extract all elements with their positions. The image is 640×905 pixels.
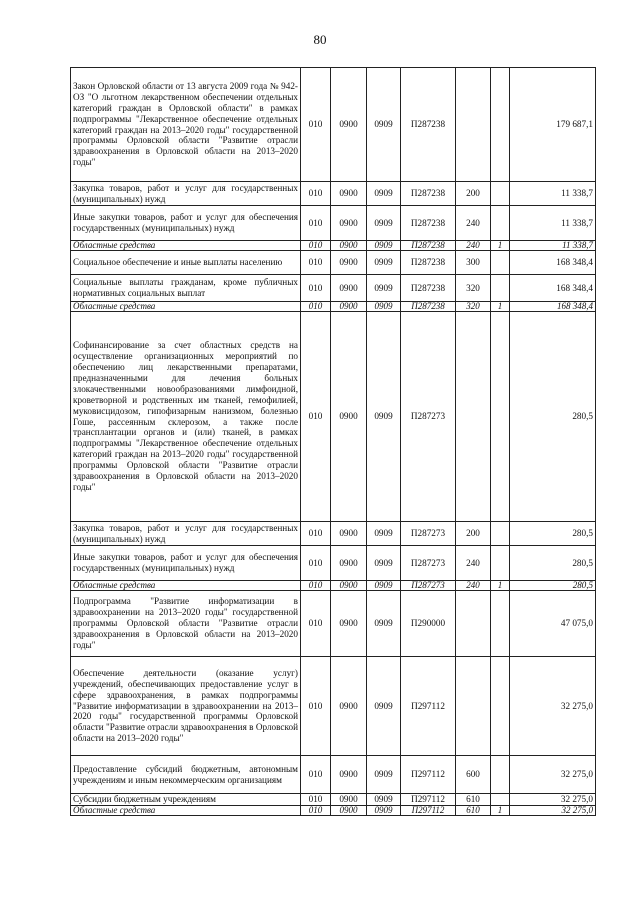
- cell-expense-type: [456, 591, 491, 657]
- row-description: Закон Орловской области от 13 августа 2009 года № 942-ОЗ "О льготном лекарственном обеспечении отдельных категорий граждан в Орловской области" в рамках подпрограммы "Лекарственное обеспечение отдельных категорий граждан на 2013–2020 годы" государственной программы Орловской области "Развитие отрасли здравоохранения в Орловской области на 2013–2020 годы": [71, 68, 301, 182]
- cell-target-code: П297112: [401, 756, 456, 794]
- table-row: [71, 182, 596, 206]
- cell-amount: 280,5: [510, 522, 596, 546]
- cell-funding-source: [491, 522, 510, 546]
- cell-admin-code: 010: [301, 657, 331, 756]
- row-description: Предоставление субсидий бюджетным, автономным учреждениям и иным некоммерческим организациям: [71, 756, 301, 794]
- cell-admin-code: 010: [301, 312, 331, 522]
- cell-funding-source: [491, 794, 510, 806]
- row-description: Областные средства: [71, 241, 301, 251]
- cell-admin-code: 010: [301, 756, 331, 794]
- row-description: Социальные выплаты гражданам, кроме публичных нормативных социальных выплат: [71, 275, 301, 302]
- cell-funding-source: [491, 657, 510, 756]
- cell-funding-source: [491, 182, 510, 206]
- cell-funding-source: 1: [491, 241, 510, 251]
- cell-target-code: П287238: [401, 251, 456, 275]
- cell-expense-type: 240: [456, 546, 491, 581]
- cell-section-code: 0900: [331, 794, 367, 806]
- table-row: [71, 546, 596, 581]
- cell-section-code: 0900: [331, 68, 367, 182]
- cell-funding-source: [491, 275, 510, 302]
- cell-expense-type: 300: [456, 251, 491, 275]
- page-number: 80: [313, 32, 327, 47]
- cell-funding-source: [491, 546, 510, 581]
- row-description: Иные закупки товаров, работ и услуг для обеспечения государственных (муниципальных) нужд: [71, 546, 301, 581]
- row-description: Закупка товаров, работ и услуг для государственных (муниципальных) нужд: [71, 182, 301, 206]
- cell-subsection-code: 0909: [367, 275, 401, 302]
- cell-funding-source: [491, 312, 510, 522]
- cell-amount: 11 338,7: [510, 241, 596, 251]
- cell-target-code: П287238: [401, 68, 456, 182]
- cell-target-code: П287238: [401, 241, 456, 251]
- cell-expense-type: [456, 657, 491, 756]
- table-row: [71, 591, 596, 657]
- cell-admin-code: 010: [301, 206, 331, 241]
- table-row: [71, 275, 596, 302]
- table-row: [71, 206, 596, 241]
- cell-section-code: 0900: [331, 275, 367, 302]
- cell-expense-type: 200: [456, 522, 491, 546]
- cell-section-code: 0900: [331, 182, 367, 206]
- cell-subsection-code: 0909: [367, 805, 401, 815]
- cell-expense-type: 320: [456, 275, 491, 302]
- cell-subsection-code: 0909: [367, 302, 401, 312]
- cell-admin-code: 010: [301, 241, 331, 251]
- cell-admin-code: 010: [301, 251, 331, 275]
- cell-target-code: П297112: [401, 805, 456, 815]
- cell-subsection-code: 0909: [367, 522, 401, 546]
- cell-amount: 280,5: [510, 546, 596, 581]
- row-description: Подпрограмма "Развитие информатизации в здравоохранении на 2013–2020 годы" государственной программы Орловской области "Развитие отрасли здравоохранения в Орловской области на 2013–2020 годы": [71, 591, 301, 657]
- cell-amount: 168 348,4: [510, 275, 596, 302]
- cell-funding-source: [491, 68, 510, 182]
- cell-admin-code: 010: [301, 794, 331, 806]
- cell-target-code: П287273: [401, 312, 456, 522]
- table-row: [71, 794, 596, 806]
- cell-section-code: 0900: [331, 241, 367, 251]
- cell-amount: 168 348,4: [510, 302, 596, 312]
- cell-expense-type: [456, 68, 491, 182]
- cell-subsection-code: 0909: [367, 657, 401, 756]
- cell-expense-type: [456, 312, 491, 522]
- cell-section-code: 0900: [331, 756, 367, 794]
- table-row: [71, 312, 596, 522]
- cell-amount: 32 275,0: [510, 756, 596, 794]
- row-description: Закупка товаров, работ и услуг для государственных (муниципальных) нужд: [71, 522, 301, 546]
- cell-funding-source: 1: [491, 302, 510, 312]
- cell-admin-code: 010: [301, 591, 331, 657]
- cell-amount: 11 338,7: [510, 182, 596, 206]
- cell-section-code: 0900: [331, 581, 367, 591]
- cell-funding-source: 1: [491, 805, 510, 815]
- cell-target-code: П287238: [401, 275, 456, 302]
- cell-expense-type: 610: [456, 805, 491, 815]
- cell-admin-code: 010: [301, 275, 331, 302]
- cell-amount: 32 275,0: [510, 794, 596, 806]
- row-description: Социальное обеспечение и иные выплаты населению: [71, 251, 301, 275]
- cell-subsection-code: 0909: [367, 182, 401, 206]
- cell-section-code: 0900: [331, 206, 367, 241]
- cell-target-code: П287273: [401, 581, 456, 591]
- cell-expense-type: 610: [456, 794, 491, 806]
- row-description: Иные закупки товаров, работ и услуг для обеспечения государственных (муниципальных) нужд: [71, 206, 301, 241]
- cell-target-code: П287273: [401, 546, 456, 581]
- cell-expense-type: 240: [456, 241, 491, 251]
- cell-section-code: 0900: [331, 302, 367, 312]
- cell-target-code: П287238: [401, 206, 456, 241]
- cell-target-code: П297112: [401, 657, 456, 756]
- cell-section-code: 0900: [331, 522, 367, 546]
- cell-admin-code: 010: [301, 522, 331, 546]
- cell-expense-type: 320: [456, 302, 491, 312]
- cell-section-code: 0900: [331, 251, 367, 275]
- cell-expense-type: 200: [456, 182, 491, 206]
- cell-subsection-code: 0909: [367, 251, 401, 275]
- cell-amount: 179 687,1: [510, 68, 596, 182]
- cell-target-code: П287273: [401, 522, 456, 546]
- cell-subsection-code: 0909: [367, 546, 401, 581]
- cell-amount: 280,5: [510, 581, 596, 591]
- cell-amount: 32 275,0: [510, 805, 596, 815]
- cell-target-code: П287238: [401, 182, 456, 206]
- cell-subsection-code: 0909: [367, 794, 401, 806]
- cell-expense-type: 600: [456, 756, 491, 794]
- table-row: [71, 241, 596, 251]
- cell-amount: 280,5: [510, 312, 596, 522]
- row-description: Областные средства: [71, 805, 301, 815]
- cell-funding-source: [491, 591, 510, 657]
- table-row: [71, 68, 596, 182]
- cell-amount: 47 075,0: [510, 591, 596, 657]
- table-row: [71, 581, 596, 591]
- table-row: [71, 522, 596, 546]
- cell-funding-source: [491, 756, 510, 794]
- cell-target-code: П290000: [401, 591, 456, 657]
- cell-section-code: 0900: [331, 591, 367, 657]
- cell-amount: 168 348,4: [510, 251, 596, 275]
- cell-target-code: П297112: [401, 794, 456, 806]
- cell-subsection-code: 0909: [367, 206, 401, 241]
- row-description: Обеспечение деятельности (оказание услуг) учреждений, обеспечивающих предоставление услуг в сфере здравоохранения, в рамках подпрограммы "Развитие информатизации в здравоохранении на 2013–2020 годы" государственной программы Орловской области "Развитие отрасли здравоохранения в Орловской области на 2013–2020 годы": [71, 657, 301, 756]
- cell-funding-source: [491, 251, 510, 275]
- cell-expense-type: 240: [456, 581, 491, 591]
- cell-subsection-code: 0909: [367, 581, 401, 591]
- cell-subsection-code: 0909: [367, 68, 401, 182]
- cell-admin-code: 010: [301, 68, 331, 182]
- budget-table: [70, 67, 596, 816]
- table-row: [71, 302, 596, 312]
- cell-subsection-code: 0909: [367, 591, 401, 657]
- cell-admin-code: 010: [301, 182, 331, 206]
- row-description: Областные средства: [71, 581, 301, 591]
- cell-subsection-code: 0909: [367, 756, 401, 794]
- cell-amount: 32 275,0: [510, 657, 596, 756]
- cell-funding-source: [491, 206, 510, 241]
- cell-admin-code: 010: [301, 546, 331, 581]
- row-description: Областные средства: [71, 302, 301, 312]
- cell-admin-code: 010: [301, 581, 331, 591]
- cell-admin-code: 010: [301, 805, 331, 815]
- table-row: [71, 251, 596, 275]
- cell-section-code: 0900: [331, 546, 367, 581]
- table-row: [71, 805, 596, 815]
- cell-subsection-code: 0909: [367, 241, 401, 251]
- cell-section-code: 0900: [331, 312, 367, 522]
- cell-amount: 11 338,7: [510, 206, 596, 241]
- row-description: Софинансирование за счет областных средств на осуществление организационных мероприятий по обеспечению лиц лекарственными препаратами, предназначенными для лечения больных злокачественными новообразованиями лимфоидной, кроветворной и родственных им тканей, гемофилией, муковисцидозом, гипофизарным нанизмом, болезнью Гоше, рассеянным склерозом, а также после трансплантации органов и (или) тканей, в рамках подпрограммы "Лекарственное обеспечение отдельных категорий граждан на 2013–2020 годы" государственной программы Орловской области "Развитие отрасли здравоохранения в Орловской области на 2013–2020 годы": [71, 312, 301, 522]
- cell-funding-source: 1: [491, 581, 510, 591]
- cell-section-code: 0900: [331, 657, 367, 756]
- cell-target-code: П287238: [401, 302, 456, 312]
- cell-expense-type: 240: [456, 206, 491, 241]
- table-row: [71, 657, 596, 756]
- cell-subsection-code: 0909: [367, 312, 401, 522]
- cell-admin-code: 010: [301, 302, 331, 312]
- table-row: [71, 756, 596, 794]
- cell-section-code: 0900: [331, 805, 367, 815]
- row-description: Субсидии бюджетным учреждениям: [71, 794, 301, 806]
